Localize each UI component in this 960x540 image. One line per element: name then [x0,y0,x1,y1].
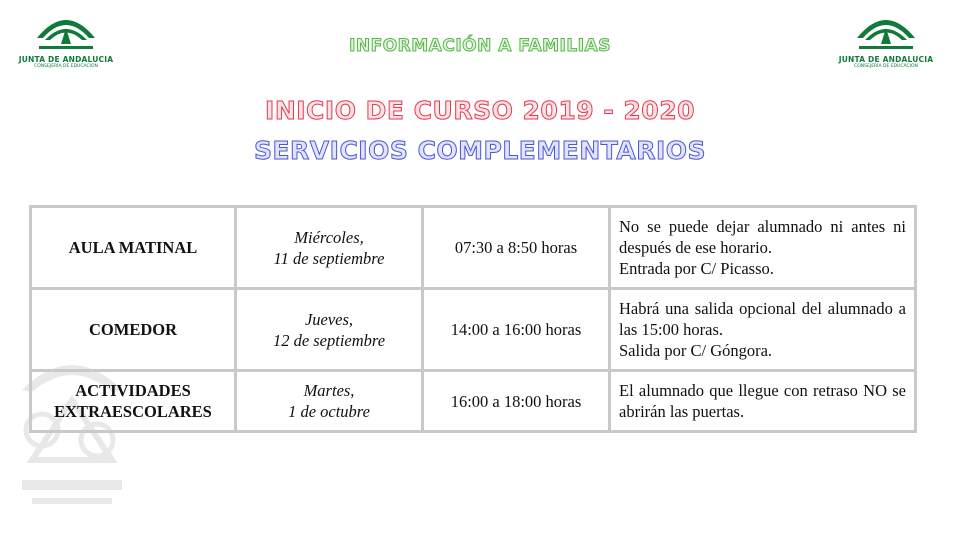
logo-subtitle: CONSEJERÍA DE EDUCACIÓN [34,64,98,69]
services-table [29,205,917,433]
service-time: 07:30 a 8:50 horas [423,207,610,289]
date-day: 11 de septiembre [273,248,385,268]
note-line: Entrada por C/ Picasso. [619,259,774,278]
note-line: El alumnado que llegue con retraso NO se abrirán las puertas. [619,381,906,421]
info-title: INFORMACIÓN A FAMILIAS [349,36,611,56]
service-name: AULA MATINAL [31,207,236,289]
course-title: INICIO DE CURSO 2019 - 2020 [265,96,695,125]
logo-name: JUNTA DE ANDALUCIA [838,55,934,64]
table-row [31,207,916,289]
service-name: COMEDOR [31,289,236,371]
service-note [610,207,916,289]
service-name: ACTIVIDADES EXTRAESCOLARES [31,371,236,432]
service-note [610,289,916,371]
date-weekday: Martes, [303,381,355,400]
logo-subtitle: CONSEJERÍA DE EDUCACIÓN [854,64,918,69]
note-line: Salida por C/ Góngora. [619,341,773,360]
service-time: 14:00 a 16:00 horas [423,289,610,371]
date-day: 1 de octubre [288,402,370,421]
service-date [236,207,423,289]
service-time: 16:00 a 18:00 horas [423,371,610,432]
service-date [236,289,423,371]
note-line: No se puede dejar alumnado ni antes ni después de ese horario. [619,217,906,257]
service-note [610,371,916,432]
logo-name: JUNTA DE ANDALUCIA [18,55,114,64]
table-row [31,371,916,432]
date-weekday: Jueves, [304,309,354,329]
date-day: 12 de septiembre [272,330,386,350]
date-weekday: Miércoles, [294,227,364,247]
service-date [236,371,423,432]
note-line: Habrá una salida opcional del alumnado a las 15:00 horas. [619,299,906,339]
table-row [31,289,916,371]
services-title: SERVICIOS COMPLEMENTARIOS [253,136,707,165]
